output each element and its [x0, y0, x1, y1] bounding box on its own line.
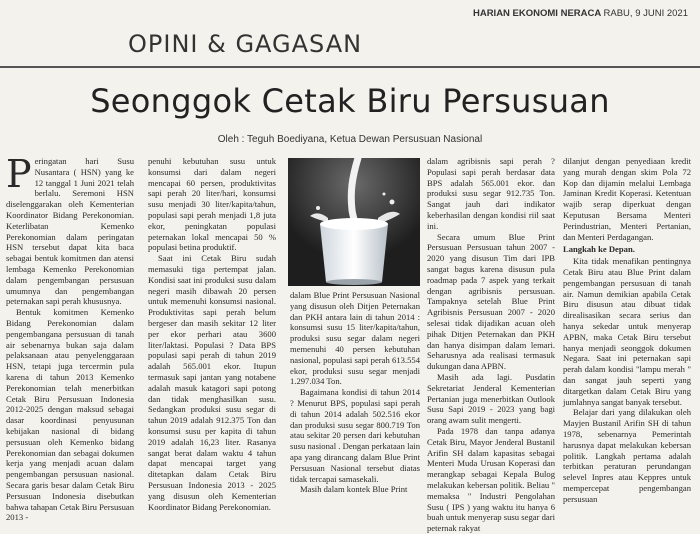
masthead-text [473, 8, 688, 19]
section-label: OPINI & GAGASAN [128, 30, 363, 58]
section-rule [0, 66, 700, 68]
article-column-1 [6, 152, 134, 523]
dropcap: P [6, 152, 32, 196]
masthead [0, 6, 700, 22]
col4-paragraph-3: Masih ada lagi. Pusdatin Sekretariat Jenderal Kementerian Pertanian juga menerbitkan Outlook Susu Sapi 2019 - 2023 yang bagi orang awam sulit mengerti. [427, 371, 555, 426]
col2-paragraph-1: penuhi kebutuhan susu untuk konsumsi dari dalam negeri mencapai 60 persen, produktivitas sapi perah 20 liter/hari, konsumsi susu menjadi 30 liter/kapita/tahun, populasi sapi perah menjadi 1,8 juta ekor, peningkatan populasi peternakan lokal mencapai 50 % populasi betina produktif. [148, 156, 276, 253]
col3-paragraph-3: Masih dalam kontek Blue Print [300, 484, 408, 495]
article-column-3 [290, 290, 420, 496]
col4-paragraph-4: Pada 1978 dan tanpa adanya Cetak Biru, Mayor Jenderal Bustanil Arifin SH dalam kapasitas sebagai Menteri Muda Urusan Koperasi dan merangkap sebagai Kepala Bulog melakukan kebersan politik. Beliau " memaksa " Industri Pengolahan Susu ( IPS ) yang waktu itu hanya 6 buah untuk menyerap susu segar dari peternak rakyat [427, 425, 555, 534]
article-column-5 [563, 156, 691, 504]
col4-paragraph-1: dalam agribisnis sapi perah ? Populasi sapi perah berdasar data BPS adalah 565.001 ekor. dan produksi susu segar 912.735 Ton. Sangat jauh dari indikator keberhasilan dengan kondisi riil saat ini. [427, 156, 555, 231]
col1-paragraph-2: Bentuk komitmen Kemenko Bidang Perekonomian dalam pengembangana persusuan di tanah air sebenarnya bukan saja dalam pelaksanaan atau penyelenggaraan HSN, tetapi juga tercermin pula karena di tahun 2013 Kemenko Perekonomian telah menerbitkan Cetak Biru Persusuan Indonesia 2012-2025 dengan maksud sebagai dasar koordinasi penyusunan kebijakan nasional di bidang persusuan oleh Kemenko bidang Perekonomian dan sebagai dokumen kerja yang menjadi acuan dalam pengembangan persusuan nasional. Secara garis besar dalam Cetak Biru Persusuan Indonesia disebutkan bahwa tahapan Cetak Biru Persusuan 2013 - [6, 307, 134, 523]
col5-paragraph-3: Belajar dari yang dilakukan oleh Mayjen Bustanil Arifin SH di tahun 1978, sebenarnya Pemerintah harusnya dapat melakukan kebersan politik. Langkah pertama adalah terbitkan peraturan perundangan selevel Inpres atau Keppres untuk mempercepat pengembangan persusuan [563, 407, 691, 504]
col2-paragraph-2: Saat ini Cetak Biru sudah memasuki tiga pertempat jalan. Kondisi saat ini produksi susu dalam negeri masih dibawah 20 persen untuk memenuhi konsumsi nasional. Produktivitas sapi perah belum bergeser dan masih sekitar 12 liter per ekor perhari atau 3600 liter/laktasi. Populasi ? Data BPS populasi sapi perah di tahun 2019 adalah 565.001 ekor. Itupun termasuk sapi jantan yang notabene adalah masuk katagori sapi potong dan tidak menghasilkan susu. Sedangkan produksi susu segar di tahun 2019 adalah 912.375 Ton dan konsumsi susu per kapita di tahun 2019 adalah 16,23 liter. Rasanya sangat berat dalam waktu 4 tahun dapat mencapai target yang ditetapkan dalam Cetak Biru Persusuan Indonesia 2013 - 2025 yang disusun oleh Kementerian Koordinator Bidang Perekonomian. [148, 253, 276, 512]
milk-glass-photo [288, 158, 420, 286]
col5-subheading: Langkah ke Depan. [563, 244, 635, 255]
article-headline: Seonggok Cetak Biru Persusuan [90, 82, 610, 120]
issue-date: RABU, 9 JUNI 2021 [603, 8, 688, 19]
article-byline: Oleh : Teguh Boediyana, Ketua Dewan Persusuan Nasional [217, 134, 483, 145]
col1-paragraph-1: Peringatan hari Susu Nusantara ( HSN) yang ke 12 tanggal 1 Juni 2021 telah berlalu. Seremoni HSN diselenggarakan oleh Kementerian Koordinator Bidang Perekonomian. Keterlibatan Kemenko Perekonomian dalam peringatan HSN tersebut dapat kita baca sebagai bentuk komitmen dan atensi lembaga Kemenko Perekonomian dalam pengembangan persusuan umumnya dan pengembangan peternakan sapi perah khususnya. [6, 152, 134, 307]
milk-glass-icon [288, 158, 420, 286]
article-column-2 [148, 156, 276, 512]
col3-paragraph-2: Bagaimana kondisi di tahun 2014 ? Menurut BPS, populasi sapi perah di tahun 2014 adalah 502.516 ekor dan produksi susu segar 800.719 Ton atau sekitar 20 persen dari kebutuhan susu nasional . Dengan perkataan lain apa yang dirancang dalam Blue Print Persusuan Nasional tersebut diatas tidak tercapai samasekali. [290, 387, 420, 484]
col5-paragraph-1: dilanjut dengan penyediaan kredit yang murah dengan skim Pola 72 Kop dan dijamin melalui Lembaga Jaminan Kredit Koperasi. Ketentuan wajib serap diperkuat dengan Keputusan Bersama Menteri Perindustrian, Menteri Pertanian, dan Menteri Perdagangan. [563, 156, 691, 242]
col3-paragraph-1: dalam Blue Print Persusuan Nasional yang disusun oleh Ditjen Peternakan dan PKH antara lain di tahun 2014 : konsumsi susu 15 liter/kapita/tahun, produksi susu segar dalam negeri memenuhi 40 persen kebutuhan nasional, populasi sapi perah 613.554 ekor, produksi susu segar menjadi 1.297.034 Ton. [290, 290, 420, 387]
paper-name: HARIAN EKONOMI NERACA [472, 8, 601, 19]
col5-paragraph-2: Kita tidak menafikan pentingnya Cetak Biru atau Blue Print dalam pengembangan persusuan di tanah air. Namun demikian apabila Cetak Biru disusun atau dibuat tidak direalisasikan secara serius dan hanya sekedar untuk menyerap APBN, maka Cetak Biru tersebut hanya menjadi seonggok dokumen Negara. Saat ini peternakan sapi perah dalam kondisi "lampu merah " dan sangat jauh seperti yang ditargetkan dalam Cetak Biru yang jumlahnya sangat banyak tersebut. [563, 256, 691, 407]
col4-paragraph-2: Secara umum Blue Print Persusuan Persusuan tahun 2007 - 2020 yang disusun Tim dari IPB sangat bagus karena disusun pula roadmap pada 7 aspek yang terkait dengan agribisnis persusuan. Tampaknya setelah Blue Print Agribisnis Persusuan 2007 - 2020 selesai tidak dijadikan acuan oleh pihak Ditjen Peternakan dan PKH dan hanya disimpan dalam lemari. Seharusnya ada realisasi termasuk dukungan dana APBN. [427, 231, 555, 372]
article-column-4 [427, 156, 555, 534]
